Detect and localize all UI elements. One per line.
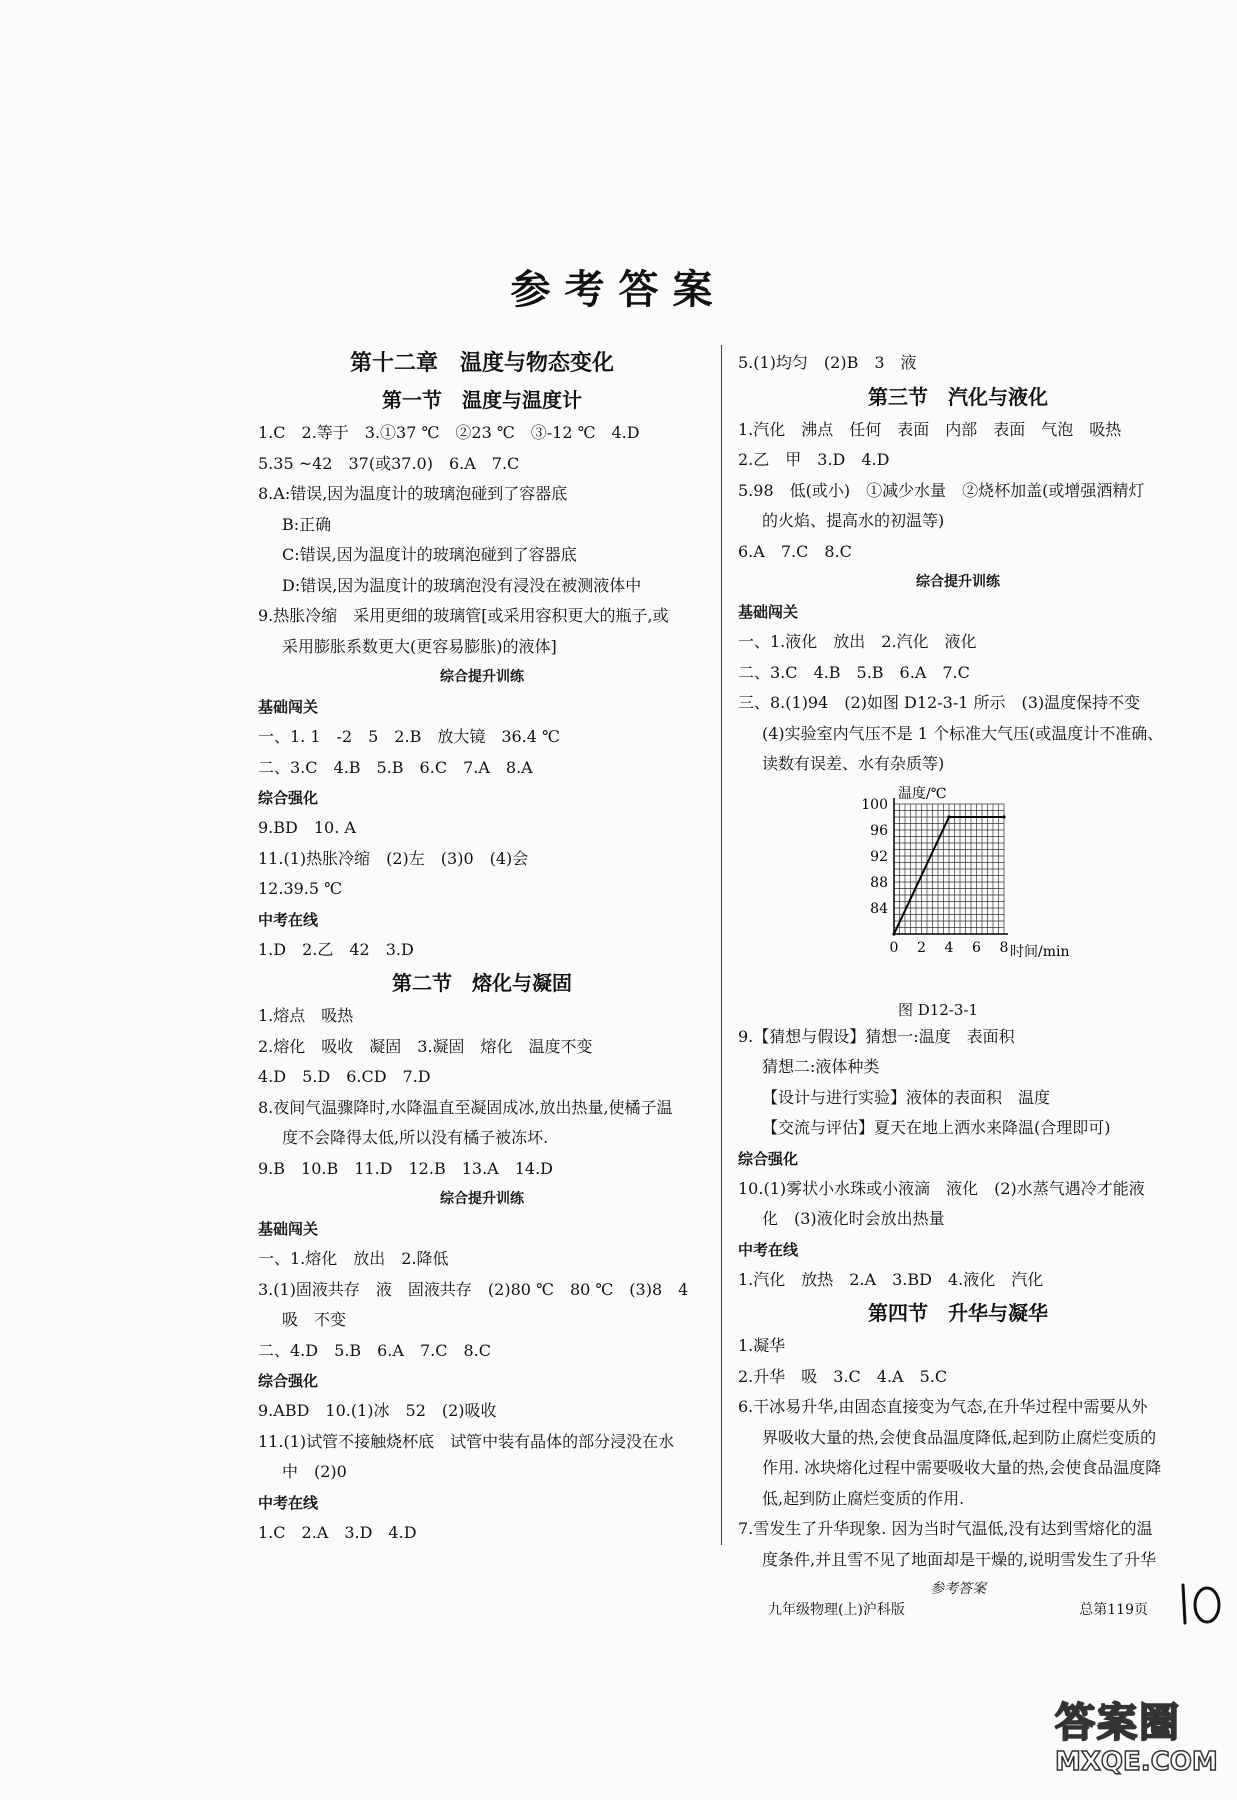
answer-line: 11.(1)试管不接触烧杯底 试管中装有晶体的部分浸没在水 [258,1431,675,1451]
subsection-heading: 综合提升训练 [440,1191,524,1207]
answer-line: 2.熔化 吸收 凝固 3.凝固 熔化 温度不变 [258,1036,593,1056]
answer-line: 一、1. 1 -2 5 2.B 放大镜 36.4 ℃ [258,727,560,746]
answer-line-continued: C:错误,因为温度计的玻璃泡碰到了容器底 [282,545,577,564]
left-column [258,348,706,1548]
watermark-logo [1055,1700,1230,1795]
page-title: 参考答案 [510,266,727,313]
data-point [1002,815,1005,818]
answer-line-continued: 界吸收大量的热,会使食品温度降低,起到防止腐烂变质的 [762,1427,1157,1447]
category-label: 中考在线 [258,910,319,929]
x-tick-label: 6 [972,939,981,956]
x-tick-label: 2 [917,939,926,956]
answer-line: 1.凝华 [738,1336,786,1355]
answer-line: 11.(1)热胀冷缩 (2)左 (3)0 (4)会 [258,848,529,868]
answer-line: 5.35 ~42 37(或37.0) 6.A 7.C [258,453,520,473]
answer-line: 4.D 5.D 6.CD 7.D [258,1067,431,1086]
answer-line: 一、1.熔化 放出 2.降低 [258,1249,449,1268]
answer-line-continued: 采用膨胀系数更大(更容易膨胀)的液体] [282,636,557,656]
answer-line: 1.D 2.乙 42 3.D [258,939,414,959]
handwritten-page-mark [1175,1575,1230,1634]
answer-line: 1.熔点 吸热 [258,1006,354,1025]
y-tick-label: 88 [870,874,888,891]
category-label: 基础闯关 [738,603,799,621]
category-label: 基础闯关 [258,1220,319,1238]
answer-line-continued: 【设计与进行实验】液体的表面积 温度 [762,1087,1051,1107]
y-tick-label: 100 [861,796,888,813]
answer-line: 二、3.C 4.B 5.B 6.A 7.C [738,662,970,682]
category-label: 中考在线 [738,1240,799,1259]
answer-line-continued: D:错误,因为温度计的玻璃泡没有浸没在被测液体中 [282,575,642,595]
answer-line: 2.升华 吸 3.C 4.A 5.C [738,1366,948,1386]
right-column-top [738,348,1178,780]
category-label: 基础闯关 [258,698,319,716]
answer-line-continued: 化 (3)液化时会放出热量 [762,1209,945,1228]
category-label: 综合强化 [258,789,319,807]
answer-line-continued: 度条件,并且雪不见了地面却是干燥的,说明雪发生了升华 [762,1549,1157,1569]
category-label: 中考在线 [258,1493,319,1512]
answer-line: 6.A 7.C 8.C [738,541,852,561]
answer-line: 2.乙 甲 3.D 4.D [738,450,890,469]
answer-line: 9.BD 10. A [258,818,356,837]
answer-line-continued: 的火焰、提高水的初温等) [762,511,945,530]
answer-line: 9.【猜想与假设】猜想一:温度 表面积 [738,1026,1015,1046]
answer-line: 7.雪发生了升华现象. 因为当时气温低,没有达到雪熔化的温 [738,1519,1153,1538]
answer-line-continued: 猜想二:液体种类 [762,1057,880,1076]
watermark-logo-text: 答案圈 [1055,1700,1181,1746]
footer-edition: 九年级物理(上)沪科版 [768,1602,905,1618]
data-point [892,932,895,935]
category-label: 综合强化 [738,1149,799,1168]
answer-line: 12.39.5 ℃ [258,879,343,898]
column-divider [721,345,722,1545]
subsection-heading: 综合提升训练 [916,574,1000,590]
answer-line-continued: 读数有误差、水有杂质等) [762,754,945,773]
answer-line: 5.98 低(或小) ①减少水量 ②烧杯加盖(或增强酒精灯 [738,480,1145,500]
answer-line-continued: 吸 不变 [282,1310,347,1329]
watermark-url: MXQE.COM [1055,1747,1218,1777]
answer-line-continued: 作用. 冰块熔化过程中需要吸收大量的热,会使食品温度降 [762,1458,1162,1477]
data-point [947,815,950,818]
y-axis-label: 温度/℃ [898,785,947,802]
answer-line: 一、1.液化 放出 2.汽化 液化 [738,632,977,651]
answer-line: 1.汽化 放热 2.A 3.BD 4.液化 汽化 [738,1269,1044,1289]
temperature-time-chart [858,784,1118,994]
chapter-heading: 第十二章 温度与物态变化 [349,350,614,376]
x-tick-label: 8 [999,939,1009,956]
x-tick-label: 0 [889,939,899,956]
answer-line: 9.热胀冷缩 采用更细的玻璃管[或采用容积更大的瓶子,或 [258,606,669,625]
answer-line: 二、3.C 4.B 5.B 6.C 7.A 8.A [258,757,533,777]
answer-line-continued: B:正确 [282,514,332,534]
answer-line: 9.ABD 10.(1)冰 52 (2)吸收 [258,1401,497,1420]
y-tick-label: 96 [870,822,888,839]
footer-brand: 参考答案 [930,1581,986,1597]
footer-page-number: 总第119页 [1079,1602,1148,1618]
category-label: 综合强化 [258,1372,319,1390]
chart-caption: 图 D12-3-1 [897,1000,979,1019]
section-heading: 第四节 升华与凝华 [868,1301,1048,1325]
answer-line-continued: 中 (2)0 [282,1462,347,1481]
x-axis-label: 时间/min [1010,943,1070,960]
answer-line: 3.(1)固液共存 液 固液共存 (2)80 ℃ 80 ℃ (3)8 4 [258,1279,689,1299]
y-tick-label: 92 [870,848,888,865]
answer-line: 二、4.D 5.B 6.A 7.C 8.C [258,1340,491,1360]
answer-line: 9.B 10.B 11.D 12.B 13.A 14.D [258,1158,553,1178]
answer-line-continued: 【交流与评估】夏天在地上洒水来降温(合理即可) [762,1118,1111,1137]
answer-line: 8.夜间气温骤降时,水降温直至凝固成冰,放出热量,使橘子温 [258,1097,673,1117]
answer-line: 三、8.(1)94 (2)如图 D12-3-1 所示 (3)温度保持不变 [738,693,1141,712]
answer-line: 1.C 2.等于 3.①37 ℃ ②23 ℃ ③-12 ℃ 4.D [258,423,640,442]
subsection-heading: 综合提升训练 [440,669,524,685]
y-tick-label: 84 [870,900,888,917]
answer-line: 6.干冰易升华,由固态直接变为气态,在升华过程中需要从外 [738,1397,1148,1416]
answer-line: 8.A:错误,因为温度计的玻璃泡碰到了容器底 [258,484,568,503]
answer-line-continued: 度不会降得太低,所以没有橘子被冻坏. [282,1128,549,1147]
chart-svg [858,784,1118,969]
right-column [738,348,1178,1575]
right-column-bottom [738,1022,1178,1576]
answer-line: 1.汽化 沸点 任何 表面 内部 表面 气泡 吸热 [738,419,1122,439]
answer-line: 5.(1)均匀 (2)B 3 液 [738,353,917,372]
section-heading: 第三节 汽化与液化 [868,384,1048,409]
section-heading: 第一节 温度与温度计 [382,388,582,412]
x-tick-label: 4 [944,939,954,956]
section-heading: 第二节 熔化与凝固 [392,971,572,995]
page-footer [738,1578,1178,1620]
answer-line-continued: (4)实验室内气压不是 1 个标准大气压(或温度计不准确、 [762,723,1164,743]
answer-line: 10.(1)雾状小水珠或小液滴 液化 (2)水蒸气遇冷才能液 [738,1178,1145,1198]
answer-line-continued: 低,起到防止腐烂变质的作用. [762,1488,965,1508]
answer-line: 1.C 2.A 3.D 4.D [258,1522,417,1542]
